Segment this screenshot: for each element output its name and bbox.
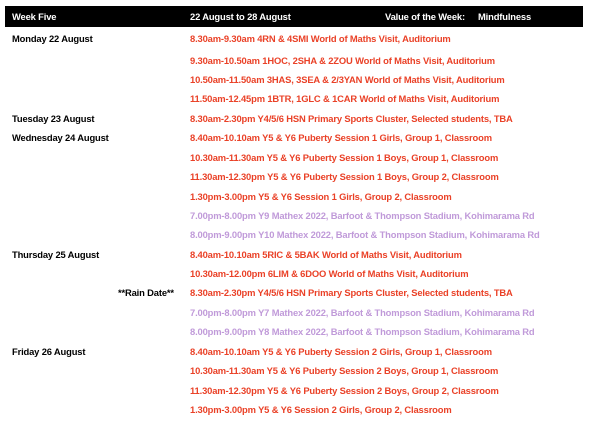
event-entry: 8.40am-10.10am Y5 & Y6 Puberty Session 1 Girls, Group 1, Classroom (190, 132, 492, 143)
calendar-row (0, 55, 596, 71)
calendar-row (0, 365, 596, 381)
day-label: Tuesday 23 August (12, 113, 95, 124)
event-entry: 7.00pm-8.00pm Y7 Mathex 2022, Barfoot & Thompson Stadium, Kohimarama Rd (190, 307, 535, 318)
event-entry: 8.00pm-9.00pm Y10 Mathex 2022, Barfoot & Thompson Stadium, Kohimarama Rd (190, 229, 540, 240)
calendar-row (0, 93, 596, 109)
event-entry: 1.30pm-3.00pm Y5 & Y6 Session 1 Girls, Group 2, Classroom (190, 191, 452, 202)
event-entry: 8.40am-10.10am 5RIC & 5BAK World of Maths Visit, Auditorium (190, 249, 462, 260)
week-date-range: 22 August to 28 August (190, 11, 291, 22)
day-label: Monday 22 August (12, 33, 93, 44)
event-entry: 8.30am-2.30pm Y4/5/6 HSN Primary Sports Cluster, Selected students, TBA (190, 113, 513, 124)
calendar-row (0, 404, 596, 420)
calendar-row (0, 229, 596, 245)
calendar-row (0, 249, 596, 265)
event-entry: 11.30am-12.30pm Y5 & Y6 Puberty Session 1 Boys, Group 2, Classroom (190, 171, 499, 182)
day-label: Thursday 25 August (12, 249, 100, 260)
event-entry: 8.40am-10.10am Y5 & Y6 Puberty Session 2 Girls, Group 1, Classroom (190, 346, 492, 357)
week-title: Week Five (12, 11, 57, 22)
event-entry: 10.50am-11.50am 3HAS, 3SEA & 2/3YAN World of Maths Visit, Auditorium (190, 74, 505, 85)
calendar-row (0, 74, 596, 90)
event-entry: 11.30am-12.30pm Y5 & Y6 Puberty Session 2 Boys, Group 2, Classroom (190, 385, 499, 396)
value-of-week: Mindfulness (478, 11, 532, 22)
event-entry: 10.30am-11.30am Y5 & Y6 Puberty Session 1 Boys, Group 1, Classroom (190, 152, 499, 163)
event-entry: 9.30am-10.50am 1HOC, 2SHA & 2ZOU World of Maths Visit, Auditorium (190, 55, 495, 66)
calendar-row (0, 152, 596, 168)
event-entry: 8.30am-2.30pm Y4/5/6 HSN Primary Sports Cluster, Selected students, TBA (190, 287, 513, 298)
calendar-row (0, 268, 596, 284)
calendar-row (0, 307, 596, 323)
event-entry: 1.30pm-3.00pm Y5 & Y6 Session 2 Girls, Group 2, Classroom (190, 404, 452, 415)
value-of-week-label: Value of the Week: (385, 11, 465, 22)
calendar-row (0, 171, 596, 187)
event-entry: 10.30am-11.30am Y5 & Y6 Puberty Session 2 Boys, Group 1, Classroom (190, 365, 499, 376)
calendar-row (0, 287, 596, 303)
day-label: Friday 26 August (12, 346, 86, 357)
calendar-row (0, 385, 596, 401)
event-entry: 8.00pm-9.00pm Y8 Mathex 2022, Barfoot & Thompson Stadium, Kohimarama Rd (190, 326, 535, 337)
event-entry: 10.30am-12.00pm 6LIM & 6DOO World of Maths Visit, Auditorium (190, 268, 469, 279)
calendar-row (0, 346, 596, 362)
calendar-row (0, 326, 596, 342)
calendar-row (0, 132, 596, 148)
rain-date-note: **Rain Date** (118, 287, 174, 298)
calendar-row (0, 210, 596, 226)
calendar-row (0, 113, 596, 129)
calendar-row (0, 33, 596, 49)
event-entry: 8.30am-9.30am 4RN & 4SMI World of Maths Visit, Auditorium (190, 33, 451, 44)
day-label: Wednesday 24 August (12, 132, 109, 143)
calendar-row (0, 191, 596, 207)
event-entry: 11.50am-12.45pm 1BTR, 1GLC & 1CAR World of Maths Visit, Auditorium (190, 93, 500, 104)
event-entry: 7.00pm-8.00pm Y9 Mathex 2022, Barfoot & Thompson Stadium, Kohimarama Rd (190, 210, 535, 221)
